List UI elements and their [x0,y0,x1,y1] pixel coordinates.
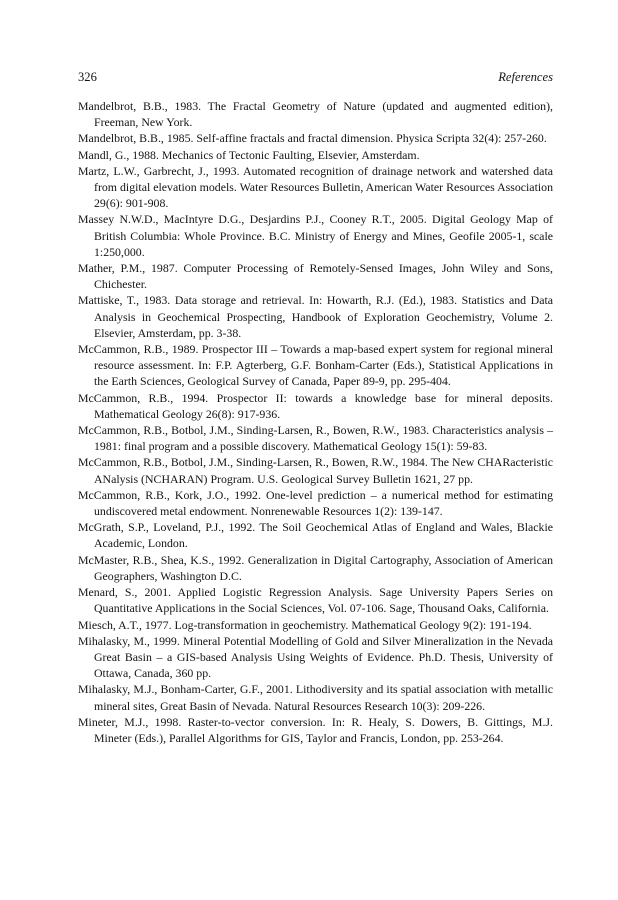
reference-entry: Mandelbrot, B.B., 1985. Self-affine fractals and fractal dimension. Physica Scripta 32(4): 257-260. [78,131,547,146]
reference-entry: Mihalasky, M.J., Bonham-Carter, G.F., 2001. Lithodiversity and its spatial association with metallic mineral sites, Great Basin of Nevada. Natural Resources Research 10(3): 209-226. [78,682,553,713]
reference-entry: Mather, P.M., 1987. Computer Processing of Remotely-Sensed Images, John Wiley and Sons, Chichester. [78,261,553,292]
reference-entry: Mandl, G., 1988. Mechanics of Tectonic Faulting, Elsevier, Amsterdam. [78,147,420,162]
reference-entry: Menard, S., 2001. Applied Logistic Regression Analysis. Sage University Papers Series on Quantitative Applications in the Social Sciences, Vol. 07-106. Sage, Thousand Oaks, California. [78,585,553,616]
reference-entry: Massey N.W.D., MacIntyre D.G., Desjardins P.J., Cooney R.T., 2005. Digital Geology Map of British Columbia: Whole Province. B.C. Ministry of Energy and Mines, Geofile 2005-1, scale 1:250,000. [78,212,553,259]
reference-entry: Mattiske, T., 1983. Data storage and retrieval. In: Howarth, R.J. (Ed.), 1983. Statistics and Data Analysis in Geochemical Prospecting, Handbook of Exploration Geochemistry, Volume 2. Elsevier, Amsterdam, pp. 3-38. [78,293,553,340]
reference-entry: Martz, L.W., Garbrecht, J., 1993. Automated recognition of drainage network and watershed data from digital elevation models. Water Resources Bulletin, American Water Resources Association 29(6): 901-908. [78,163,553,211]
reference-entry: Mineter, M.J., 1998. Raster-to-vector conversion. In: R. Healy, S. Dowers, B. Gittings, M.J. Mineter (Eds.), Parallel Algorithms for GIS, Taylor and Francis, London, pp. 253-264. [78,714,553,745]
reference-entry: McCammon, R.B., 1994. Prospector II: towards a knowledge base for mineral deposits. Mathematical Geology 26(8): 917-936. [78,390,553,421]
reference-entry: McCammon, R.B., 1989. Prospector III – Towards a map-based expert system for regional mineral resource assessment. In: F.P. Agterberg, G.F. Bonham-Carter (Eds.), Statistical Applications in the Earth Sciences, Geological Survey of Canada, Paper 89-9, pp. 295-404. [78,342,553,389]
running-title: References [498,70,553,84]
page-header [78,70,553,88]
reference-entry: Mihalasky, M., 1999. Mineral Potential Modelling of Gold and Silver Mineralization in the Nevada Great Basin – a GIS-based Analysis Using Weights of Evidence. Ph.D. Thesis, University of Ottawa, Canada, 360 pp. [78,633,553,681]
reference-entry: McMaster, R.B., Shea, K.S., 1992. Generalization in Digital Cartography, Association of American Geographers, Washington D.C. [78,552,553,583]
page-number: 326 [78,70,97,84]
reference-entry: McCammon, R.B., Botbol, J.M., Sinding-Larsen, R., Bowen, R.W., 1984. The New CHARacteristic ANalysis (NCHARAN) Program. U.S. Geological Survey Bulletin 1621, 27 pp. [78,455,553,486]
reference-list [78,98,553,746]
reference-entry: McCammon, R.B., Kork, J.O., 1992. One-level prediction – a numerical method for estimating undiscovered metal endowment. Nonrenewable Resources 1(2): 139-147. [78,487,553,519]
reference-entry: Miesch, A.T., 1977. Log-transformation in geochemistry. Mathematical Geology 9(2): 191-194. [78,617,532,632]
reference-entry: Mandelbrot, B.B., 1983. The Fractal Geometry of Nature (updated and augmented edition), Freeman, New York. [78,99,553,130]
reference-entry: McCammon, R.B., Botbol, J.M., Sinding-Larsen, R., Bowen, R.W., 1983. Characteristics analysis – 1981: final program and a possible discovery. Mathematical Geology 15(1): 59-83. [78,423,553,454]
reference-entry: McGrath, S.P., Loveland, P.J., 1992. The Soil Geochemical Atlas of England and Wales, Blackie Academic, London. [78,520,553,551]
